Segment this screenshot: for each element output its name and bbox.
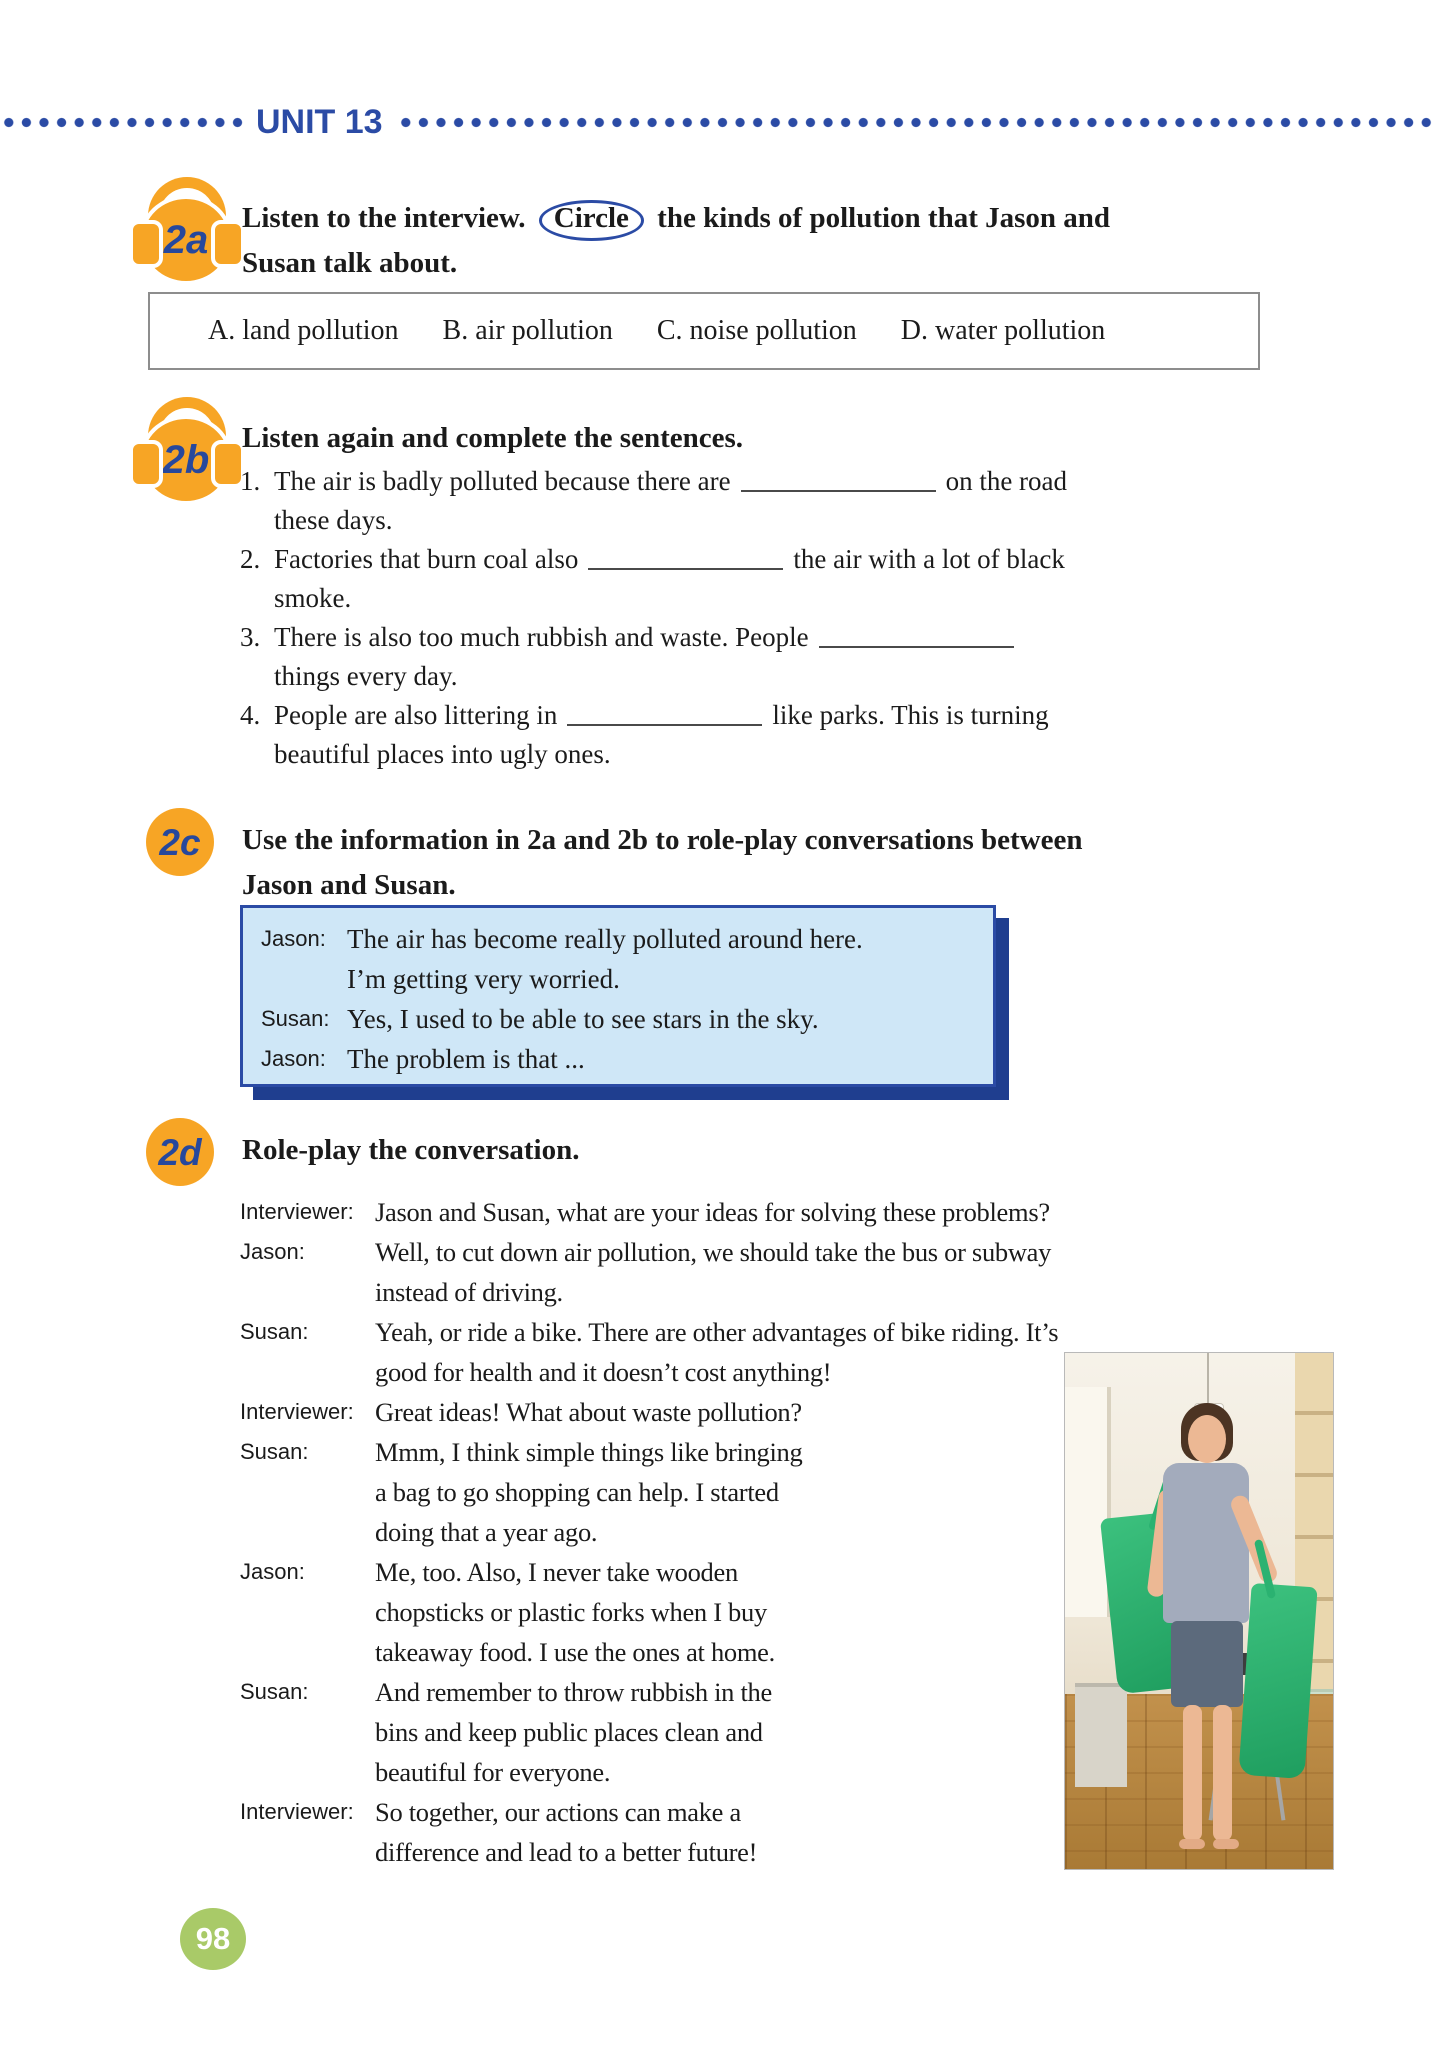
dialog-line: difference and lead to a better future! [375,1837,758,1867]
sentence-text: Factories that burn coal also [274,544,579,574]
headphone-earcup-left [129,440,163,488]
speaker-label: Jason: [261,1046,326,1071]
instruction-text: Role-play the conversation. [242,1134,580,1166]
page-number: 98 [195,1921,231,1956]
sentence-continuation: things every day. [274,661,458,691]
dialog-line: The problem is that ... [347,1044,585,1074]
speaker-label [240,1472,375,1512]
pollution-options-box [148,292,1260,370]
dialog-line: doing that a year ago. [375,1517,598,1547]
item-number: 4. [240,700,261,730]
sentence-continuation: these days. [274,505,393,535]
instruction-text-line2: Jason and Susan. [242,869,456,901]
fill-blank-item-2 [240,540,1360,618]
photo-woman-with-green-bags [1064,1352,1334,1870]
conversation-row [240,1432,1060,1472]
answer-blank[interactable] [741,472,936,492]
instruction-text: the kinds of pollution that Jason and [657,202,1111,234]
conversation-row [240,1512,1060,1552]
speaker-label: Jason: [240,1239,305,1264]
answer-blank[interactable] [567,706,762,726]
headphones-audio-icon-2a[interactable] [132,176,242,288]
speaker-label: Jason: [261,926,326,951]
sentence-text: on the road [945,466,1068,496]
dialog-line: So together, our actions can make a [375,1797,741,1827]
conversation-row [240,1232,1060,1272]
photo-woman-shirt [1163,1463,1249,1623]
dialog-row [261,959,975,999]
dialog-line: good for health and it doesn’t cost anything! [375,1357,832,1387]
instruction-text-line2: Susan talk about. [242,247,458,279]
option-water-pollution[interactable]: D. water pollution [900,315,1106,346]
conversation-row [240,1272,1060,1312]
sentence-text: People are also littering in [274,700,558,730]
conversation-row [240,1832,1060,1872]
unit-header [0,104,1434,140]
dialog-line: I’m getting very worried. [347,964,620,994]
activity-2a-instruction [242,196,1352,286]
sentence-continuation: smoke. [274,583,352,613]
photo-window [1065,1387,1111,1617]
sentence-continuation: beautiful places into ugly ones. [274,739,611,769]
dialog-row [261,919,975,959]
dialog-line: Yes, I used to be able to see stars in the sky. [347,1004,819,1034]
fill-blank-item-4 [240,696,1360,774]
speaker-label: Susan: [261,1006,330,1031]
circled-word: Circle [539,200,644,241]
dialog-line: The air has become really polluted around here. [347,924,863,954]
instruction-text: Use the information in 2a and 2b to role-play conversations between [242,824,1083,856]
item-number: 3. [240,622,261,652]
sample-dialog-box [240,905,996,1087]
dialog-line: beautiful for everyone. [375,1757,611,1787]
speaker-label [240,1752,375,1792]
fill-blank-item-3 [240,618,1360,696]
headphones-audio-icon-2b[interactable] [132,396,242,508]
conversation-row [240,1592,1060,1632]
conversation-row [240,1712,1060,1752]
conversation-row [240,1472,1060,1512]
option-land-pollution[interactable]: A. land pollution [208,315,399,346]
speaker-label: Susan: [240,1439,309,1464]
dialog-line: takeaway food. I use the ones at home. [375,1637,775,1667]
photo-woman-leg [1213,1705,1232,1841]
speaker-label: Interviewer: [240,1399,354,1424]
speaker-label [240,1592,375,1632]
dialog-line: Me, too. Also, I never take wooden [375,1557,738,1587]
activity-2c-instruction [242,818,1352,908]
photo-woman-foot [1179,1839,1205,1849]
conversation-row [240,1192,1060,1232]
dialog-line: chopsticks or plastic forks when I buy [375,1597,767,1627]
fill-blank-item-1 [240,462,1360,540]
speaker-label [240,1832,375,1872]
dialog-line: instead of driving. [375,1277,563,1307]
item-number: 1. [240,466,261,496]
photo-counter [1075,1683,1127,1787]
answer-blank[interactable] [819,628,1014,648]
dialog-line: Jason and Susan, what are your ideas for solving these problems? [375,1197,1050,1227]
option-air-pollution[interactable]: B. air pollution [442,315,613,346]
dotted-rule-left [0,117,246,128]
dialog-line: Great ideas! What about waste pollution? [375,1397,802,1427]
sentence-text: like parks. This is turning [772,700,1049,730]
badge-label: 2c [159,821,201,863]
dialog-line: Mmm, I think simple things like bringing [375,1437,803,1467]
conversation-row [240,1792,1060,1832]
dialog-line: And remember to throw rubbish in the [375,1677,772,1707]
dialog-line: Well, to cut down air pollution, we should take the bus or subway [375,1237,1052,1267]
activity-2d-instruction [242,1128,1352,1173]
speaker-label: Jason: [240,1559,305,1584]
speaker-label [240,1272,375,1312]
activity-2b-instruction [242,416,1352,461]
speaker-label [261,959,347,999]
badge-label: 2d [158,1131,202,1173]
photo-green-bag-right [1238,1583,1317,1779]
conversation-row [240,1752,1060,1792]
sentence-text: There is also too much rubbish and waste. People [274,622,809,652]
instruction-text: Listen to the interview. [242,202,526,234]
dialog-line: Yeah, or ride a bike. There are other advantages of bike riding. It’s [375,1317,1059,1347]
item-number: 2. [240,544,261,574]
activity-badge-2d [146,1118,214,1186]
fill-in-blanks-list [240,462,1360,774]
conversation-row [240,1312,1060,1352]
dotted-rule-right [397,117,1434,128]
speaker-label: Susan: [240,1319,309,1344]
speaker-label [240,1632,375,1672]
sentence-text: The air is badly polluted because there are [274,466,731,496]
speaker-label [240,1512,375,1552]
sentence-text: the air with a lot of black [793,544,1065,574]
headphone-earcup-left [129,220,163,268]
photo-woman-shorts [1171,1621,1243,1707]
conversation-row [240,1352,1060,1392]
dialog-line: a bag to go shopping can help. I started [375,1477,779,1507]
conversation-row [240,1632,1060,1672]
speaker-label [240,1712,375,1752]
answer-blank[interactable] [588,550,783,570]
speaker-label: Interviewer: [240,1199,354,1224]
dialog-line: bins and keep public places clean and [375,1717,763,1747]
conversation-row [240,1552,1060,1592]
option-noise-pollution[interactable]: C. noise pollution [656,315,857,346]
activity-badge-2c [146,808,214,876]
conversation-row [240,1392,1060,1432]
dialog-row [261,999,975,1039]
headphone-earcup-right [211,220,245,268]
dialog-row [261,1039,975,1079]
speaker-label [240,1352,375,1392]
speaker-label: Interviewer: [240,1799,354,1824]
photo-woman-face [1188,1415,1226,1463]
page-number-badge [180,1908,246,1970]
conversation-row [240,1672,1060,1712]
photo-lamp-cord [1207,1353,1209,1405]
instruction-text: Listen again and complete the sentences. [242,422,744,454]
roleplay-conversation [240,1192,1060,1872]
unit-title: UNIT 13 [256,102,383,141]
photo-woman-foot [1213,1839,1239,1849]
photo-woman-leg [1183,1705,1202,1841]
activity-badge-2b: 2b [162,438,210,482]
activity-badge-2a: 2a [163,218,209,262]
speaker-label: Susan: [240,1679,309,1704]
